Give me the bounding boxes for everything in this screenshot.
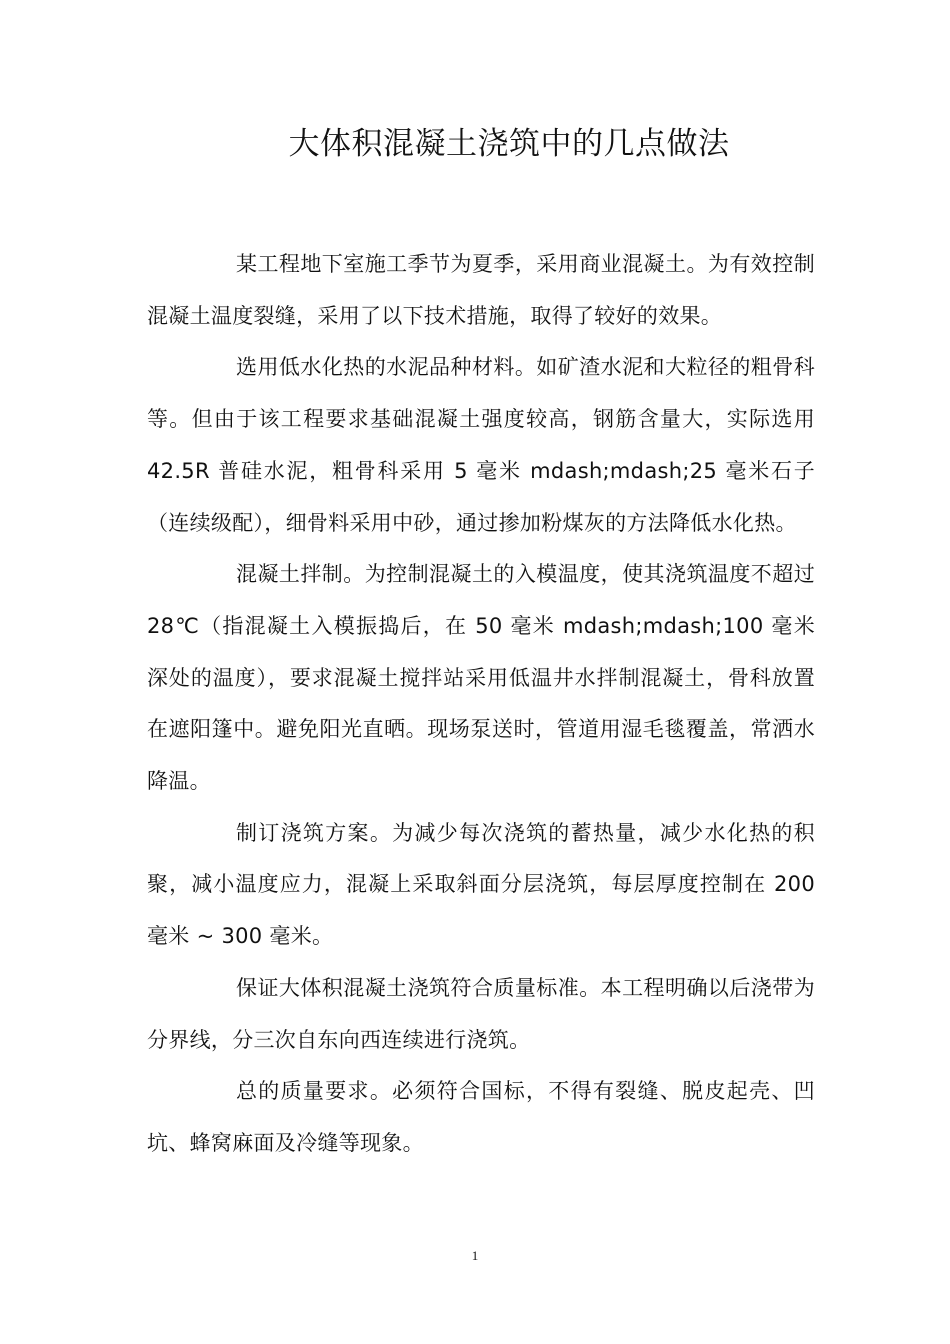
paragraph: 总的质量要求。必须符合国标，不得有裂缝、脱皮起壳、凹坑、蜂窝麻面及冷缝等现象。	[147, 1079, 815, 1155]
document-body	[147, 239, 815, 1170]
paragraph: 混凝土拌制。为控制混凝土的入模温度，使其浇筑温度不超过 28℃（指混凝土入模振捣后，在 50 毫米 mdash;mdash;100 毫米深处的温度），要求混凝土搅拌站采用低温井水拌制混凝土，骨科放置在遮阳篷中。避免阳光直晒。现场泵送时，管道用湿毛毯覆盖，常洒水降温。	[147, 562, 815, 794]
paragraph: 某工程地下室施工季节为夏季，采用商业混凝土。为有效控制混凝土温度裂缝，采用了以下技术措施，取得了较好的效果。	[147, 252, 815, 328]
paragraph: 制订浇筑方案。为减少每次浇筑的蓄热量，减少水化热的积聚，减小温度应力，混凝上采取斜面分层浇筑，每层厚度控制在 200 毫米 ~ 300 毫米。	[147, 820, 815, 949]
page-number: 1	[471, 1248, 479, 1263]
paragraph: 选用低水化热的水泥品种材料。如矿渣水泥和大粒径的粗骨科等。但由于该工程要求基础混凝土强度较高，钢筋含量大，实际选用 42.5R 普硅水泥，粗骨科采用 5 毫米 mdash;mdash;25 毫米石子（连续级配），细骨料采用中砂，通过掺加粉煤灰的方法降低水化热。	[147, 355, 815, 535]
paragraph: 保证大体积混凝土浇筑符合质量标准。本工程明确以后浇带为分界线，分三次自东向西连续进行浇筑。	[147, 975, 815, 1052]
document-title: 大体积混凝土浇筑中的几点做法	[288, 126, 730, 162]
